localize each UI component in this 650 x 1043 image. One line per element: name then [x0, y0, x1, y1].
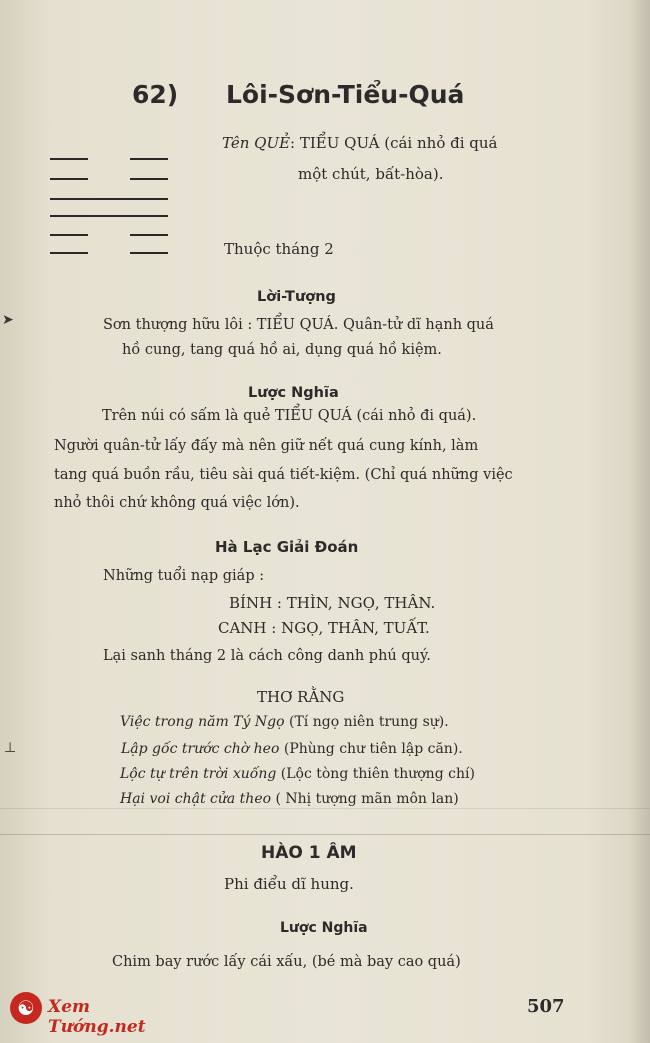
section-heading-hao: HÀO 1 ÂM: [261, 843, 357, 863]
thuoc-thang: Thuộc tháng 2: [224, 240, 334, 258]
paragraph-line: Trên núi có sấm là quẻ TIỂU QUÁ (cái nhỏ đi quá).: [102, 408, 477, 424]
section-heading-loi-tuong: Lời-Tượng: [257, 289, 336, 305]
hexagram-number: 62): [132, 80, 179, 109]
ten-que-text: : TIỂU QUÁ (cái nhỏ đi quá: [290, 134, 498, 152]
poem-han: ( Nhị tượng mãn môn lan): [271, 791, 459, 807]
ten-que-line-1: [222, 134, 498, 152]
poem-han: (Tí ngọ niên trung sự).: [284, 714, 449, 730]
watermark-logo[interactable]: [8, 990, 178, 1037]
paragraph-line: Lại sanh tháng 2 là cách công danh phú quý.: [103, 648, 431, 664]
hexagram-icon: [50, 158, 170, 258]
yin-yang-icon: ☯: [10, 992, 42, 1024]
poem-viet: Hại voi chật cửa theo: [120, 791, 272, 807]
poem-han: (Phùng chư tiên lập căn).: [279, 741, 463, 757]
poem-viet: Lập gốc trước chờ heo: [121, 741, 280, 757]
page-title: Lôi-Sơn-Tiểu-Quá: [226, 80, 465, 109]
poem-line: [120, 766, 475, 782]
yin-line: [50, 158, 88, 160]
watermark-text: Xem Tướng.net: [48, 997, 146, 1037]
paragraph-line: Sơn thượng hữu lôi : TIỂU QUÁ. Quân-tử dĩ hạnh quá: [103, 317, 494, 333]
yang-line: [50, 215, 168, 217]
poem-viet: Lộc tự trên trời xuống: [120, 766, 277, 782]
nap-giap-canh: CANH : NGỌ, THÂN, TUẤT.: [218, 619, 430, 637]
paragraph-line: Những tuổi nạp giáp :: [103, 568, 265, 584]
section-heading-tho-rang: THƠ RẰNG: [257, 688, 345, 706]
page-crease: [0, 834, 650, 835]
paragraph-line: Người quân-tử lấy đấy mà nên giữ nết quá cung kính, làm: [54, 438, 479, 454]
poem-viet: Việc trong năm Tý Ngọ: [120, 714, 285, 730]
paragraph-line: hồ cung, tang quá hồ ai, dụng quá hồ kiệm.: [122, 342, 442, 358]
paragraph-line: tang quá buồn rầu, tiêu sài quá tiết-kiệm. (Chỉ quá những việc: [54, 467, 513, 483]
paragraph-line: nhỏ thôi chứ không quá việc lớn).: [54, 495, 300, 511]
yin-line: [130, 178, 168, 180]
yin-line: [50, 234, 88, 236]
yin-line: [130, 158, 168, 160]
poem-line: [120, 791, 459, 807]
section-heading-luoc-nghia: Lược Nghĩa: [248, 385, 339, 401]
section-heading-luoc-nghia-2: Lược Nghĩa: [280, 920, 368, 936]
section-heading-ha-lac: Hà Lạc Giải Đoán: [215, 538, 359, 556]
paragraph-line: Chim bay rước lấy cái xấu, (bé mà bay cao quá): [112, 954, 461, 970]
yin-line: [130, 234, 168, 236]
yin-line: [50, 252, 88, 254]
page-number: 507: [527, 996, 565, 1017]
page-edge-shadow: [628, 0, 650, 1043]
yin-line: [130, 252, 168, 254]
poem-line: [121, 741, 463, 757]
page-crease: [0, 808, 650, 809]
margin-mark: ⊥: [4, 740, 17, 756]
nap-giap-binh: BÍNH : THÌN, NGỌ, THÂN.: [229, 594, 436, 612]
poem-han: (Lộc tòng thiên thượng chí): [276, 766, 475, 782]
ten-que-line-2: một chút, bất-hòa).: [298, 165, 444, 183]
hao-text: Phi điểu dĩ hung.: [224, 875, 354, 893]
yang-line: [50, 198, 168, 200]
ten-que-label: Tên QUẺ: [222, 134, 291, 152]
yin-line: [50, 178, 88, 180]
poem-line: [120, 714, 449, 730]
margin-mark: ➤: [2, 312, 14, 328]
